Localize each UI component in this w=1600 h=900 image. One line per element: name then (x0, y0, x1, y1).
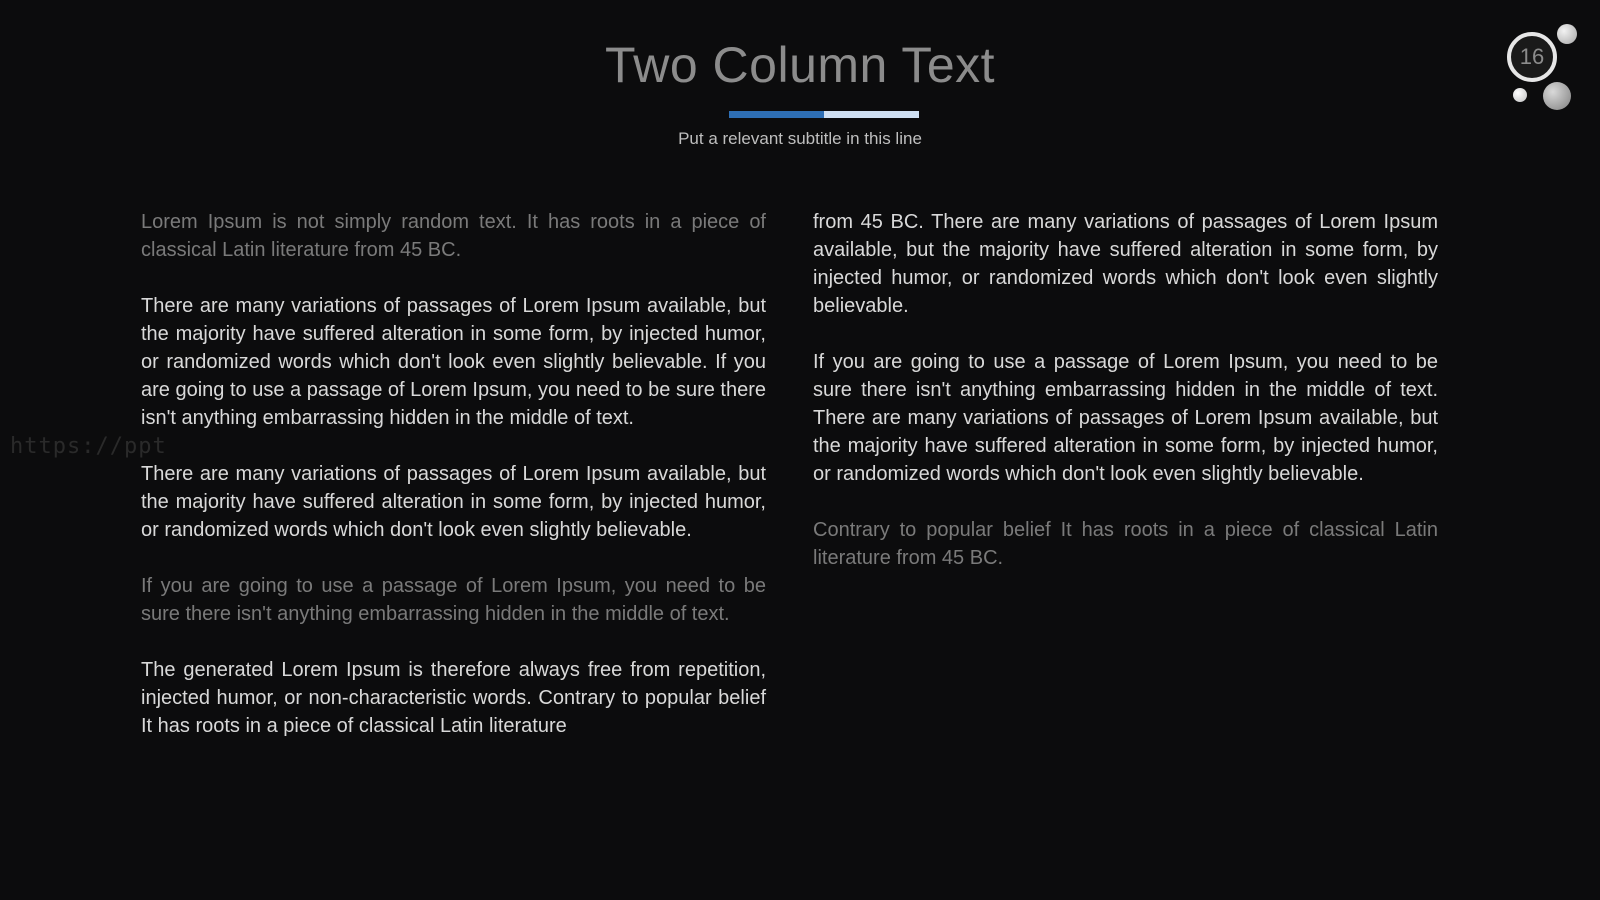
left-paragraph-1: Lorem Ipsum is not simply random text. It has roots in a piece of classical Latin literature from 45 BC. (141, 211, 766, 261)
underline-dark-segment (729, 111, 824, 118)
bubble-decoration-icon (1513, 88, 1527, 102)
left-paragraph-5: The generated Lorem Ipsum is therefore always free from repetition, injected humor, or non-characteristic words. Contrary to popular belief It has roots in a piece of classical Latin literature (141, 659, 766, 737)
left-paragraph-3: There are many variations of passages of Lorem Ipsum available, but the majority have suffered alteration in some form, by injected humor, or randomized words which don't look even slightly believable. (141, 463, 766, 541)
watermark-text: https://ppt (10, 434, 167, 459)
title-underline (729, 111, 919, 118)
left-text-column (141, 208, 766, 768)
slide-subtitle: Put a relevant subtitle in this line (678, 129, 922, 148)
slide-title: Two Column Text (604, 37, 996, 93)
left-paragraph-4: If you are going to use a passage of Lorem Ipsum, you need to be sure there isn't anything embarrassing hidden in the middle of text. (141, 575, 766, 625)
right-paragraph-3: Contrary to popular belief It has roots in a piece of classical Latin literature from 45 BC. (813, 519, 1438, 569)
right-paragraph-2: If you are going to use a passage of Lorem Ipsum, you need to be sure there isn't anything embarrassing hidden in the middle of text. There are many variations of passages of Lorem Ipsum available, but the majority have suffered alteration in some form, by injected humor, or randomized words which don't look even slightly believable. (813, 351, 1438, 485)
right-paragraph-1: from 45 BC. There are many variations of passages of Lorem Ipsum available, but the majority have suffered alteration in some form, by injected humor, or randomized words which don't look even slightly believable. (813, 211, 1438, 317)
bubble-decoration-icon (1557, 24, 1577, 44)
right-text-column (813, 208, 1438, 600)
page-number-circle (1507, 32, 1557, 82)
bubble-decoration-icon (1543, 82, 1571, 110)
left-paragraph-2: There are many variations of passages of Lorem Ipsum available, but the majority have suffered alteration in some form, by injected humor, or randomized words which don't look even slightly believable. If you are going to use a passage of Lorem Ipsum, you need to be sure there isn't anything embarrassing hidden in the middle of text. (141, 295, 766, 429)
underline-light-segment (824, 111, 919, 118)
page-number: 16 (1519, 44, 1545, 69)
page-number-badge (1505, 22, 1595, 112)
